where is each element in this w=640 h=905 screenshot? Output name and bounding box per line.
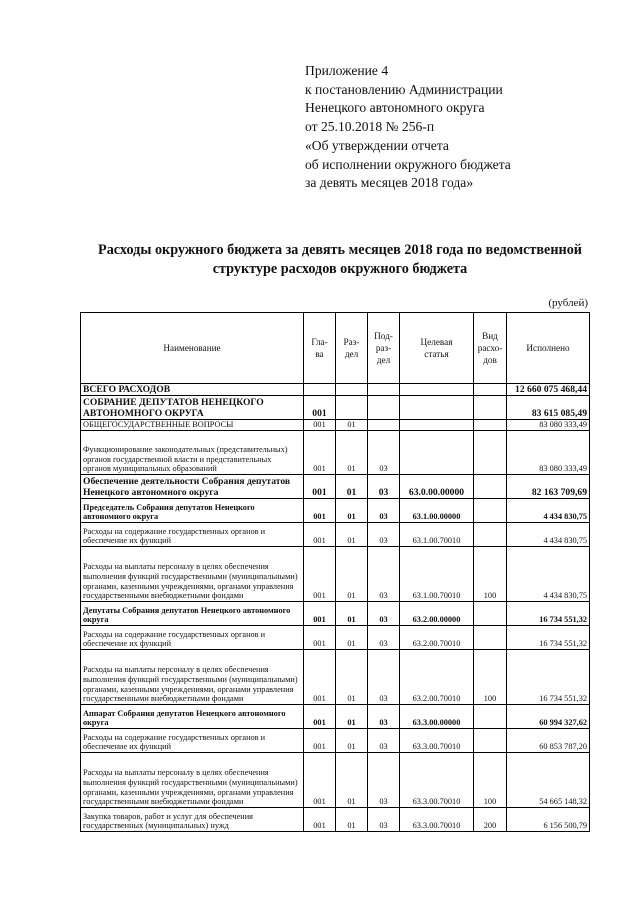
- header-executed: Исполнено: [507, 313, 590, 384]
- cell-chapter: 001: [304, 705, 336, 729]
- cell-name: Расходы на содержание государственных органов и обеспечение их функций: [81, 523, 304, 547]
- cell-name: Расходы на выплаты персоналу в целях обеспечения выполнения функций государственными (муниципальными) органами, казенными учреждениями, органами управления государственными внебюджетными фондами: [81, 547, 304, 602]
- cell-subsection: 03: [368, 650, 400, 705]
- cell-chapter: 001: [304, 602, 336, 626]
- cell-section: 01: [336, 420, 368, 431]
- cell-name: Председатель Собрания депутатов Ненецкого автономного округа: [81, 499, 304, 523]
- cell-section: 01: [336, 705, 368, 729]
- cell-chapter: 001: [304, 547, 336, 602]
- cell-target: 63.2.00.70010: [400, 650, 474, 705]
- cell-subsection: [368, 384, 400, 396]
- table-row: [81, 705, 590, 729]
- table-row: [81, 396, 590, 420]
- cell-name: Аппарат Собрания депутатов Ненецкого автономного округа: [81, 705, 304, 729]
- cell-chapter: 001: [304, 420, 336, 431]
- cell-executed: 4 434 830,75: [507, 499, 590, 523]
- table-row: [81, 753, 590, 808]
- header-section: Раз- дел: [336, 313, 368, 384]
- cell-name: Депутаты Собрания депутатов Ненецкого автономного округа: [81, 602, 304, 626]
- cell-name: ОБЩЕГОСУДАРСТВЕННЫЕ ВОПРОСЫ: [81, 420, 304, 431]
- document-title: [60, 241, 620, 279]
- cell-section: 01: [336, 729, 368, 753]
- header-target: Целевая статья: [400, 313, 474, 384]
- appendix-line: за девять месяцев 2018 года»: [305, 175, 474, 191]
- cell-name: Закупка товаров, работ и услуг для обеспечения государственных (муниципальных) нужд: [81, 808, 304, 832]
- cell-subsection: [368, 396, 400, 420]
- title-line-2: структуре расходов окружного бюджета: [212, 261, 468, 277]
- cell-subsection: 03: [368, 602, 400, 626]
- header-chapter: Гла- ва: [304, 313, 336, 384]
- table-row: [81, 431, 590, 475]
- cell-executed: 60 994 327,62: [507, 705, 590, 729]
- cell-executed: 16 734 551,32: [507, 626, 590, 650]
- cell-chapter: 001: [304, 626, 336, 650]
- header-name: Наименование: [81, 313, 304, 384]
- cell-name: Расходы на выплаты персоналу в целях обеспечения выполнения функций государственными (муниципальными) органами, казенными учреждениями, органами управления государственными внебюджетными фондами: [81, 753, 304, 808]
- table-row: [81, 499, 590, 523]
- cell-section: 01: [336, 547, 368, 602]
- table-row: [81, 523, 590, 547]
- table-row: [81, 650, 590, 705]
- cell-subsection: [368, 420, 400, 431]
- cell-section: 01: [336, 650, 368, 705]
- cell-section: 01: [336, 431, 368, 475]
- title-line-1: Расходы окружного бюджета за девять месяцев 2018 года по ведомственной: [98, 242, 582, 258]
- cell-chapter: 001: [304, 753, 336, 808]
- units-label: (рублей): [548, 297, 588, 309]
- cell-executed: 83 080 333,49: [507, 431, 590, 475]
- cell-subsection: 03: [368, 431, 400, 475]
- budget-table: [80, 312, 590, 832]
- table-row: [81, 475, 590, 499]
- cell-type: 100: [474, 650, 507, 705]
- cell-type: [474, 431, 507, 475]
- table-row: [81, 420, 590, 431]
- cell-executed: 12 660 075 468,44: [507, 384, 590, 396]
- table-header-row: [81, 313, 590, 384]
- cell-section: [336, 396, 368, 420]
- cell-type: [474, 705, 507, 729]
- table-row: [81, 729, 590, 753]
- cell-type: [474, 523, 507, 547]
- cell-name: Функционирование законодательных (представительных) органов государственной власти и представительных органов муниципальных образований: [81, 431, 304, 475]
- table-row: [81, 384, 590, 396]
- cell-target: 63.0.00.00000: [400, 475, 474, 499]
- cell-type: [474, 384, 507, 396]
- cell-executed: 4 434 830,75: [507, 547, 590, 602]
- table-row: [81, 626, 590, 650]
- cell-section: 01: [336, 626, 368, 650]
- cell-executed: 82 163 709,69: [507, 475, 590, 499]
- cell-name: Расходы на выплаты персоналу в целях обеспечения выполнения функций государственными (муниципальными) органами, казенными учреждениями, органами управления государственными внебюджетными фондами: [81, 650, 304, 705]
- cell-section: 01: [336, 499, 368, 523]
- cell-target: 63.2.00.00000: [400, 602, 474, 626]
- cell-chapter: 001: [304, 396, 336, 420]
- cell-executed: 4 434 830,75: [507, 523, 590, 547]
- cell-type: 100: [474, 547, 507, 602]
- cell-subsection: 03: [368, 523, 400, 547]
- cell-chapter: 001: [304, 475, 336, 499]
- cell-chapter: [304, 384, 336, 396]
- cell-type: [474, 729, 507, 753]
- cell-type: [474, 396, 507, 420]
- cell-target: 63.1.00.00000: [400, 499, 474, 523]
- appendix-line: об исполнении окружного бюджета: [305, 156, 511, 172]
- cell-section: 01: [336, 475, 368, 499]
- cell-chapter: 001: [304, 499, 336, 523]
- cell-target: [400, 384, 474, 396]
- cell-executed: 83 615 085,49: [507, 396, 590, 420]
- cell-subsection: 03: [368, 753, 400, 808]
- cell-name: ВСЕГО РАСХОДОВ: [81, 384, 304, 396]
- appendix-line: «Об утверждении отчета: [305, 137, 449, 153]
- table-body: [81, 384, 590, 832]
- cell-type: 100: [474, 753, 507, 808]
- appendix-line: к постановлению Администрации: [305, 81, 503, 97]
- table-row: [81, 808, 590, 832]
- cell-target: 63.3.00.00000: [400, 705, 474, 729]
- cell-chapter: 001: [304, 523, 336, 547]
- cell-target: [400, 396, 474, 420]
- table-row: [81, 602, 590, 626]
- cell-target: [400, 431, 474, 475]
- appendix-line: от 25.10.2018 № 256-п: [305, 119, 435, 135]
- cell-executed: 83 080 333,49: [507, 420, 590, 431]
- cell-chapter: 001: [304, 650, 336, 705]
- header-type: Вид расхо- дов: [474, 313, 507, 384]
- cell-executed: 54 665 148,32: [507, 753, 590, 808]
- cell-executed: 6 156 500,79: [507, 808, 590, 832]
- cell-executed: 16 734 551,32: [507, 602, 590, 626]
- cell-subsection: 03: [368, 499, 400, 523]
- cell-subsection: 03: [368, 729, 400, 753]
- cell-section: [336, 384, 368, 396]
- cell-target: 63.3.00.70010: [400, 729, 474, 753]
- appendix-block: [305, 62, 605, 193]
- cell-type: 200: [474, 808, 507, 832]
- cell-executed: 60 853 787,20: [507, 729, 590, 753]
- cell-subsection: 03: [368, 808, 400, 832]
- cell-section: 01: [336, 523, 368, 547]
- cell-target: 63.1.00.70010: [400, 547, 474, 602]
- cell-name: СОБРАНИЕ ДЕПУТАТОВ НЕНЕЦКОГО АВТОНОМНОГО ОКРУГА: [81, 396, 304, 420]
- header-subsection: Под- раз- дел: [368, 313, 400, 384]
- cell-name: Обеспечение деятельности Собрания депутатов Ненецкого автономного округа: [81, 475, 304, 499]
- cell-type: [474, 420, 507, 431]
- cell-target: 63.1.00.70010: [400, 523, 474, 547]
- cell-name: Расходы на содержание государственных органов и обеспечение их функций: [81, 729, 304, 753]
- cell-type: [474, 475, 507, 499]
- cell-executed: 16 734 551,32: [507, 650, 590, 705]
- cell-type: [474, 602, 507, 626]
- cell-target: 63.3.00.70010: [400, 753, 474, 808]
- cell-target: 63.3.00.70010: [400, 808, 474, 832]
- cell-subsection: 03: [368, 626, 400, 650]
- appendix-line: Приложение 4: [305, 63, 389, 78]
- cell-type: [474, 626, 507, 650]
- cell-chapter: 001: [304, 431, 336, 475]
- cell-subsection: 03: [368, 705, 400, 729]
- appendix-line: Ненецкого автономного округа: [305, 100, 485, 116]
- table-row: [81, 547, 590, 602]
- cell-name: Расходы на содержание государственных органов и обеспечение их функций: [81, 626, 304, 650]
- cell-type: [474, 499, 507, 523]
- cell-section: 01: [336, 753, 368, 808]
- cell-target: 63.2.00.70010: [400, 626, 474, 650]
- cell-chapter: 001: [304, 729, 336, 753]
- cell-chapter: 001: [304, 808, 336, 832]
- cell-section: 01: [336, 808, 368, 832]
- cell-subsection: 03: [368, 475, 400, 499]
- cell-subsection: 03: [368, 547, 400, 602]
- cell-section: 01: [336, 602, 368, 626]
- cell-target: [400, 420, 474, 431]
